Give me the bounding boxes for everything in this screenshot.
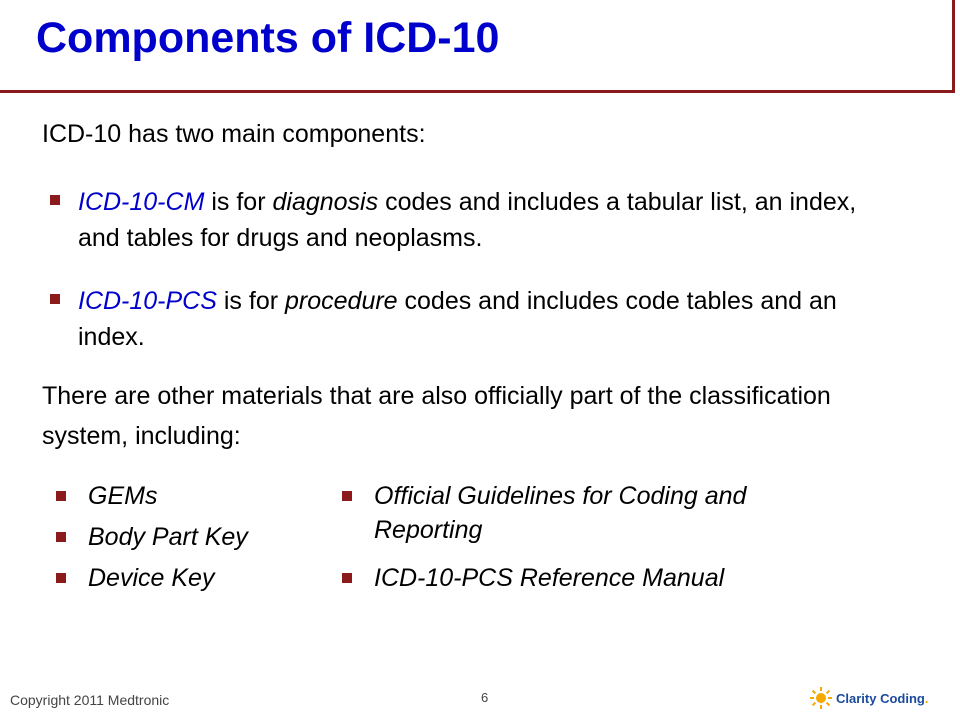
clarity-coding-logo bbox=[810, 686, 928, 710]
list-item-reference-manual bbox=[342, 561, 724, 595]
square-bullet-icon bbox=[342, 573, 352, 583]
square-bullet-icon bbox=[56, 532, 66, 542]
logo-name: Clarity Coding bbox=[836, 690, 925, 706]
bullet-text bbox=[44, 283, 894, 355]
bullet-text-part: is for bbox=[216, 287, 285, 315]
sun-logo-icon bbox=[810, 687, 832, 709]
bullet-text bbox=[44, 184, 894, 256]
list-item-device-key bbox=[56, 561, 214, 595]
square-bullet-icon bbox=[342, 491, 352, 501]
list-item-text: GEMs bbox=[88, 482, 158, 510]
bullet-item-icd10pcs bbox=[44, 283, 894, 355]
bullet-text-part: codes and includes code tables and an index. bbox=[78, 287, 837, 351]
logo-text bbox=[836, 691, 928, 706]
square-bullet-icon bbox=[56, 573, 66, 583]
list-item-text: ICD-10-PCS Reference Manual bbox=[374, 564, 725, 592]
list-item-text: Device Key bbox=[88, 564, 215, 592]
square-bullet-icon bbox=[50, 294, 60, 304]
copyright-text: Copyright 2011 Medtronic bbox=[10, 692, 170, 708]
list-item-text: Body Part Key bbox=[88, 523, 248, 551]
bullet-item-icd10cm bbox=[44, 184, 894, 256]
square-bullet-icon bbox=[56, 491, 66, 501]
emphasis-diagnosis: diagnosis bbox=[272, 188, 379, 216]
list-item-body-part-key bbox=[56, 520, 248, 554]
logo-dot: . bbox=[924, 690, 929, 706]
list-item-text: Official Guidelines for Coding and Reporting bbox=[374, 482, 747, 544]
term-icd10pcs: ICD-10-PCS bbox=[78, 287, 217, 315]
list-item-gems bbox=[56, 479, 157, 513]
slide-title: Components of ICD-10 bbox=[36, 14, 500, 62]
page-number: 6 bbox=[481, 690, 489, 705]
list-item-official-guidelines bbox=[342, 479, 812, 547]
intro-text: ICD-10 has two main components: bbox=[42, 120, 426, 148]
emphasis-procedure: procedure bbox=[285, 287, 398, 315]
bullet-text-part: codes and includes a tabular list, an index, and tables for drugs and neoplasms. bbox=[78, 188, 857, 252]
term-icd10cm: ICD-10-CM bbox=[78, 188, 205, 216]
square-bullet-icon bbox=[50, 195, 60, 205]
other-materials-text: There are other materials that are also officially part of the classification system, including: bbox=[42, 382, 831, 450]
bullet-text-part: is for bbox=[204, 188, 273, 216]
